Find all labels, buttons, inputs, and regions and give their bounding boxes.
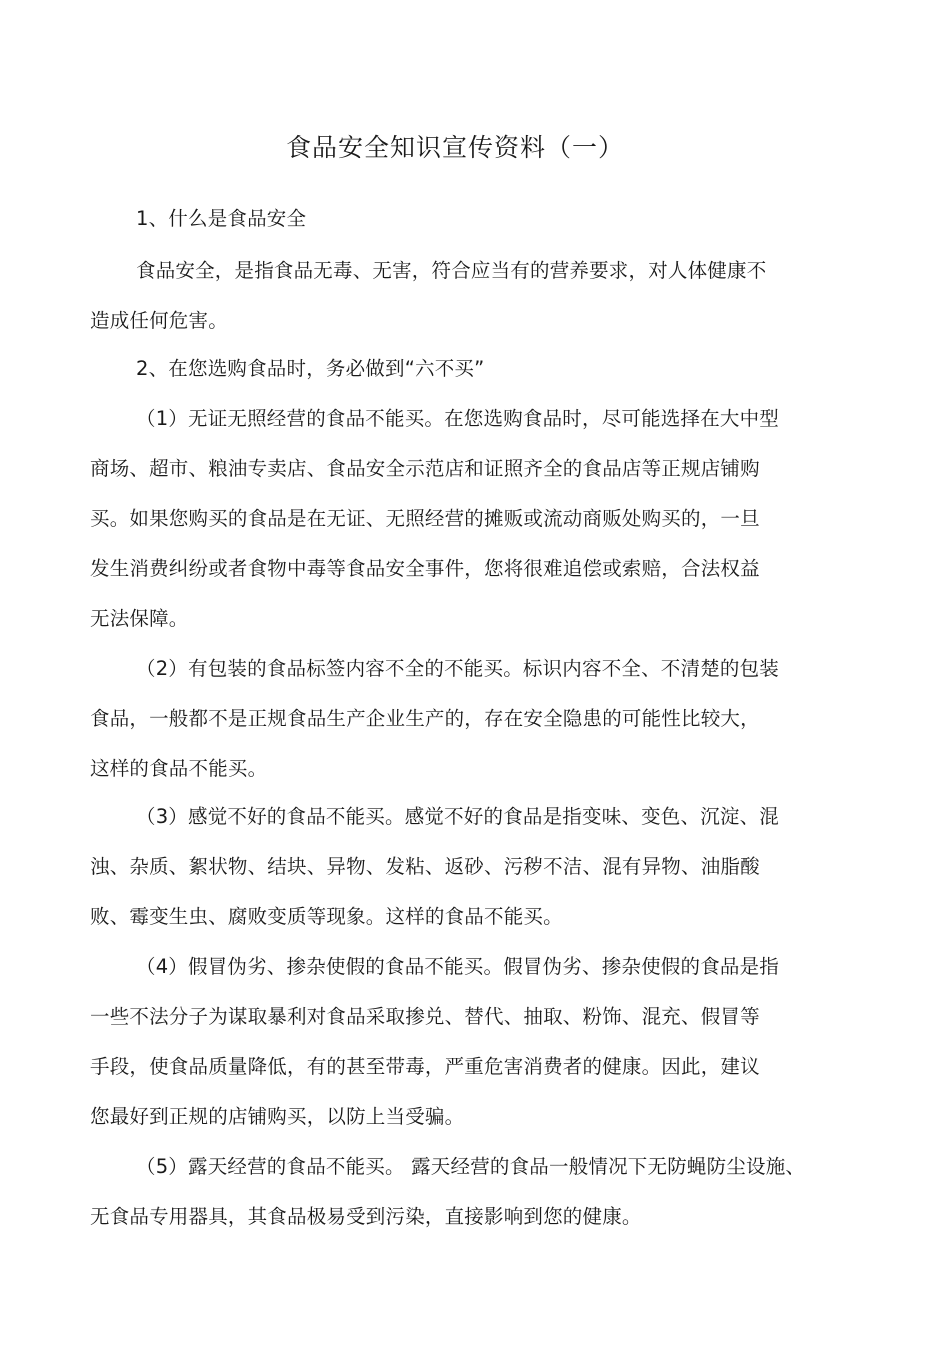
paragraph-line: 商场、超市、粮油专卖店、食品安全示范店和证照齐全的食品店等正规店铺购	[90, 457, 760, 480]
paragraph-line: 买。如果您购买的食品是在无证、无照经营的摊贩或流动商贩处购买的，一旦	[90, 507, 760, 530]
paragraph-line: 造成任何危害。	[90, 309, 228, 332]
paragraph-line: 浊、杂质、絮状物、结块、异物、发粘、返砂、污秽不洁、混有异物、油脂酸	[90, 855, 760, 878]
document-title: 食品安全知识宣传资料（一）	[285, 133, 624, 162]
paragraph-line: （4）假冒伪劣、掺杂使假的食品不能买。假冒伪劣、掺杂使假的食品是指	[136, 955, 780, 978]
paragraph-line: 无法保障。	[90, 607, 189, 630]
paragraph-line: 食品，一般都不是正规食品生产企业生产的，存在安全隐患的可能性比较大，	[90, 707, 760, 730]
paragraph-line: 这样的食品不能买。	[90, 757, 268, 780]
paragraph-line: （3）感觉不好的食品不能买。感觉不好的食品是指变味、变色、沉淀、混	[136, 805, 780, 828]
section-heading-2: 2、在您选购食品时，务必做到“六不买”	[136, 357, 485, 380]
section-heading-1: 1、什么是食品安全	[136, 207, 307, 230]
paragraph-line: 食品安全，是指食品无毒、无害，符合应当有的营养要求，对人体健康不	[136, 259, 767, 282]
paragraph-line: （1）无证无照经营的食品不能买。在您选购食品时，尽可能选择在大中型	[136, 407, 780, 430]
paragraph-line: 一些不法分子为谋取暴利对食品采取掺兑、替代、抽取、粉饰、混充、假冒等	[90, 1005, 760, 1028]
paragraph-line: 发生消费纠纷或者食物中毒等食品安全事件，您将很难追偿或索赔，合法权益	[90, 557, 760, 580]
paragraph-line: 败、霉变生虫、腐败变质等现象。这样的食品不能买。	[90, 905, 563, 928]
paragraph-line: （2）有包装的食品标签内容不全的不能买。标识内容不全、不清楚的包装	[136, 657, 780, 680]
paragraph-line: （5）露天经营的食品不能买。 露天经营的食品一般情况下无防蝇防尘设施、	[136, 1155, 806, 1178]
paragraph-line: 无食品专用器具，其食品极易受到污染，直接影响到您的健康。	[90, 1205, 642, 1228]
paragraph-line: 您最好到正规的店铺购买，以防上当受骗。	[90, 1105, 465, 1128]
paragraph-line: 手段，使食品质量降低，有的甚至带毒，严重危害消费者的健康。因此，建议	[90, 1055, 760, 1078]
